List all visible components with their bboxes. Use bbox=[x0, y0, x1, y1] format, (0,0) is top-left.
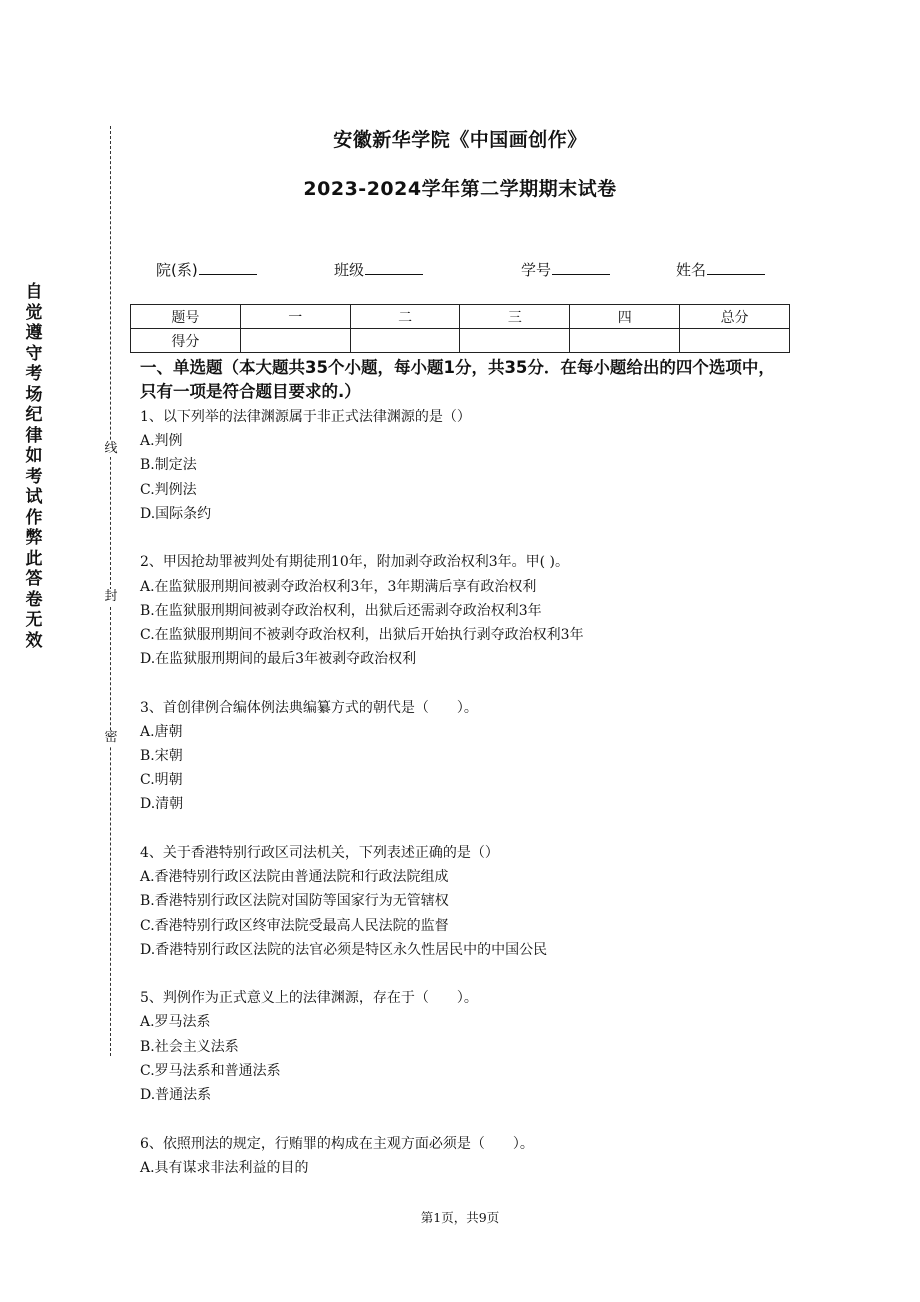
seal-mark-seal: 封 bbox=[101, 589, 121, 605]
seal-mark-secret: 密 bbox=[101, 730, 121, 746]
student-id-field[interactable] bbox=[521, 258, 610, 280]
question-item bbox=[140, 696, 790, 817]
score-entry-cell[interactable] bbox=[350, 329, 460, 353]
question-option: C.罗马法系和普通法系 bbox=[140, 1062, 281, 1079]
question-option: B.香港特别行政区法院对国防等国家行为无管辖权 bbox=[140, 893, 449, 910]
score-table-cell: 题号 bbox=[131, 305, 241, 329]
student-info-row bbox=[0, 258, 920, 282]
score-entry-cell[interactable] bbox=[680, 329, 790, 353]
student-id-blank bbox=[552, 258, 610, 275]
question-option: C.判例法 bbox=[140, 481, 197, 498]
class-label: 班级 bbox=[334, 261, 365, 279]
question-stem: 4、关于香港特别行政区司法机关，下列表述正确的是（） bbox=[140, 844, 499, 861]
score-table-cell: 总分 bbox=[680, 305, 790, 329]
question-option: A.具有谋求非法利益的目的 bbox=[140, 1159, 309, 1176]
score-table-cell: 二 bbox=[350, 305, 460, 329]
score-table-cell: 四 bbox=[570, 305, 680, 329]
question-item bbox=[140, 405, 790, 526]
question-item bbox=[140, 1132, 790, 1180]
score-entry-cell[interactable] bbox=[460, 329, 570, 353]
score-entry-cell[interactable] bbox=[240, 329, 350, 353]
score-entry-cell[interactable] bbox=[570, 329, 680, 353]
score-table-header-row bbox=[131, 305, 790, 329]
question-option: B.宋朝 bbox=[140, 748, 183, 765]
question-option: C.明朝 bbox=[140, 772, 183, 789]
score-table-score-row bbox=[131, 329, 790, 353]
name-field[interactable] bbox=[676, 258, 765, 280]
question-stem: 5、判例作为正式意义上的法律渊源，存在于（ ）。 bbox=[140, 990, 478, 1007]
score-table bbox=[130, 304, 790, 353]
exam-discipline-note: 自觉遵守考场纪律如考试作弊此答卷无效 bbox=[25, 282, 43, 651]
question-option: D.在监狱服刑期间的最后3年被剥夺政治权利 bbox=[140, 651, 417, 668]
question-item bbox=[140, 986, 790, 1107]
question-option: A.唐朝 bbox=[140, 723, 183, 740]
question-stem: 3、首创律例合编体例法典编纂方式的朝代是（ ）。 bbox=[140, 699, 478, 716]
class-blank bbox=[365, 258, 423, 275]
name-label: 姓名 bbox=[676, 261, 707, 279]
seal-mark-line: 线 bbox=[101, 441, 121, 457]
question-option: A.香港特别行政区法院由普通法院和行政法院组成 bbox=[140, 869, 449, 886]
question-option: D.香港特别行政区法院的法官必须是特区永久性居民中的中国公民 bbox=[140, 941, 548, 958]
score-table-cell: 得分 bbox=[131, 329, 241, 353]
question-stem: 6、依照刑法的规定，行贿罪的构成在主观方面必须是（ ）。 bbox=[140, 1135, 534, 1152]
question-option: A.在监狱服刑期间被剥夺政治权利3年，3年期满后享有政治权利 bbox=[140, 578, 537, 595]
question-option: B.在监狱服刑期间被剥夺政治权利，出狱后还需剥夺政治权利3年 bbox=[140, 602, 542, 619]
question-option: A.判例 bbox=[140, 433, 183, 450]
exam-subtitle: 2023-2024学年第二学期期末试卷 bbox=[303, 178, 617, 200]
name-blank bbox=[707, 258, 765, 275]
class-field[interactable] bbox=[334, 258, 423, 280]
department-blank bbox=[199, 258, 257, 275]
question-item bbox=[140, 550, 790, 671]
question-option: C.香港特别行政区终审法院受最高人民法院的监督 bbox=[140, 917, 449, 934]
question-stem: 2、甲因抢劫罪被判处有期徒刑10年，附加剥夺政治权利3年。甲( )。 bbox=[140, 554, 570, 571]
section-heading: 一、单选题（本大题共35个小题，每小题1分，共35分．在每小题给出的四个选项中，只有一项是符合题目要求的.） bbox=[140, 358, 775, 401]
score-table-cell: 三 bbox=[460, 305, 570, 329]
question-list bbox=[140, 405, 790, 1204]
question-item bbox=[140, 841, 790, 962]
question-option: B.社会主义法系 bbox=[140, 1038, 239, 1055]
department-field[interactable] bbox=[156, 258, 257, 280]
question-option: D.国际条约 bbox=[140, 505, 212, 522]
question-option: D.清朝 bbox=[140, 796, 184, 813]
question-option: C.在监狱服刑期间不被剥夺政治权利，出狱后开始执行剥夺政治权利3年 bbox=[140, 626, 584, 643]
page-footer: 第1页，共9页 bbox=[420, 1210, 500, 1225]
department-label: 院(系) bbox=[156, 261, 198, 279]
question-option: B.制定法 bbox=[140, 457, 197, 474]
score-table-cell: 一 bbox=[240, 305, 350, 329]
question-stem: 1、以下列举的法律渊源属于非正式法律渊源的是（） bbox=[140, 409, 471, 425]
exam-title: 安徽新华学院《中国画创作》 bbox=[333, 129, 587, 151]
question-option: A.罗马法系 bbox=[140, 1014, 211, 1031]
question-option: D.普通法系 bbox=[140, 1087, 212, 1104]
student-id-label: 学号 bbox=[521, 261, 552, 279]
